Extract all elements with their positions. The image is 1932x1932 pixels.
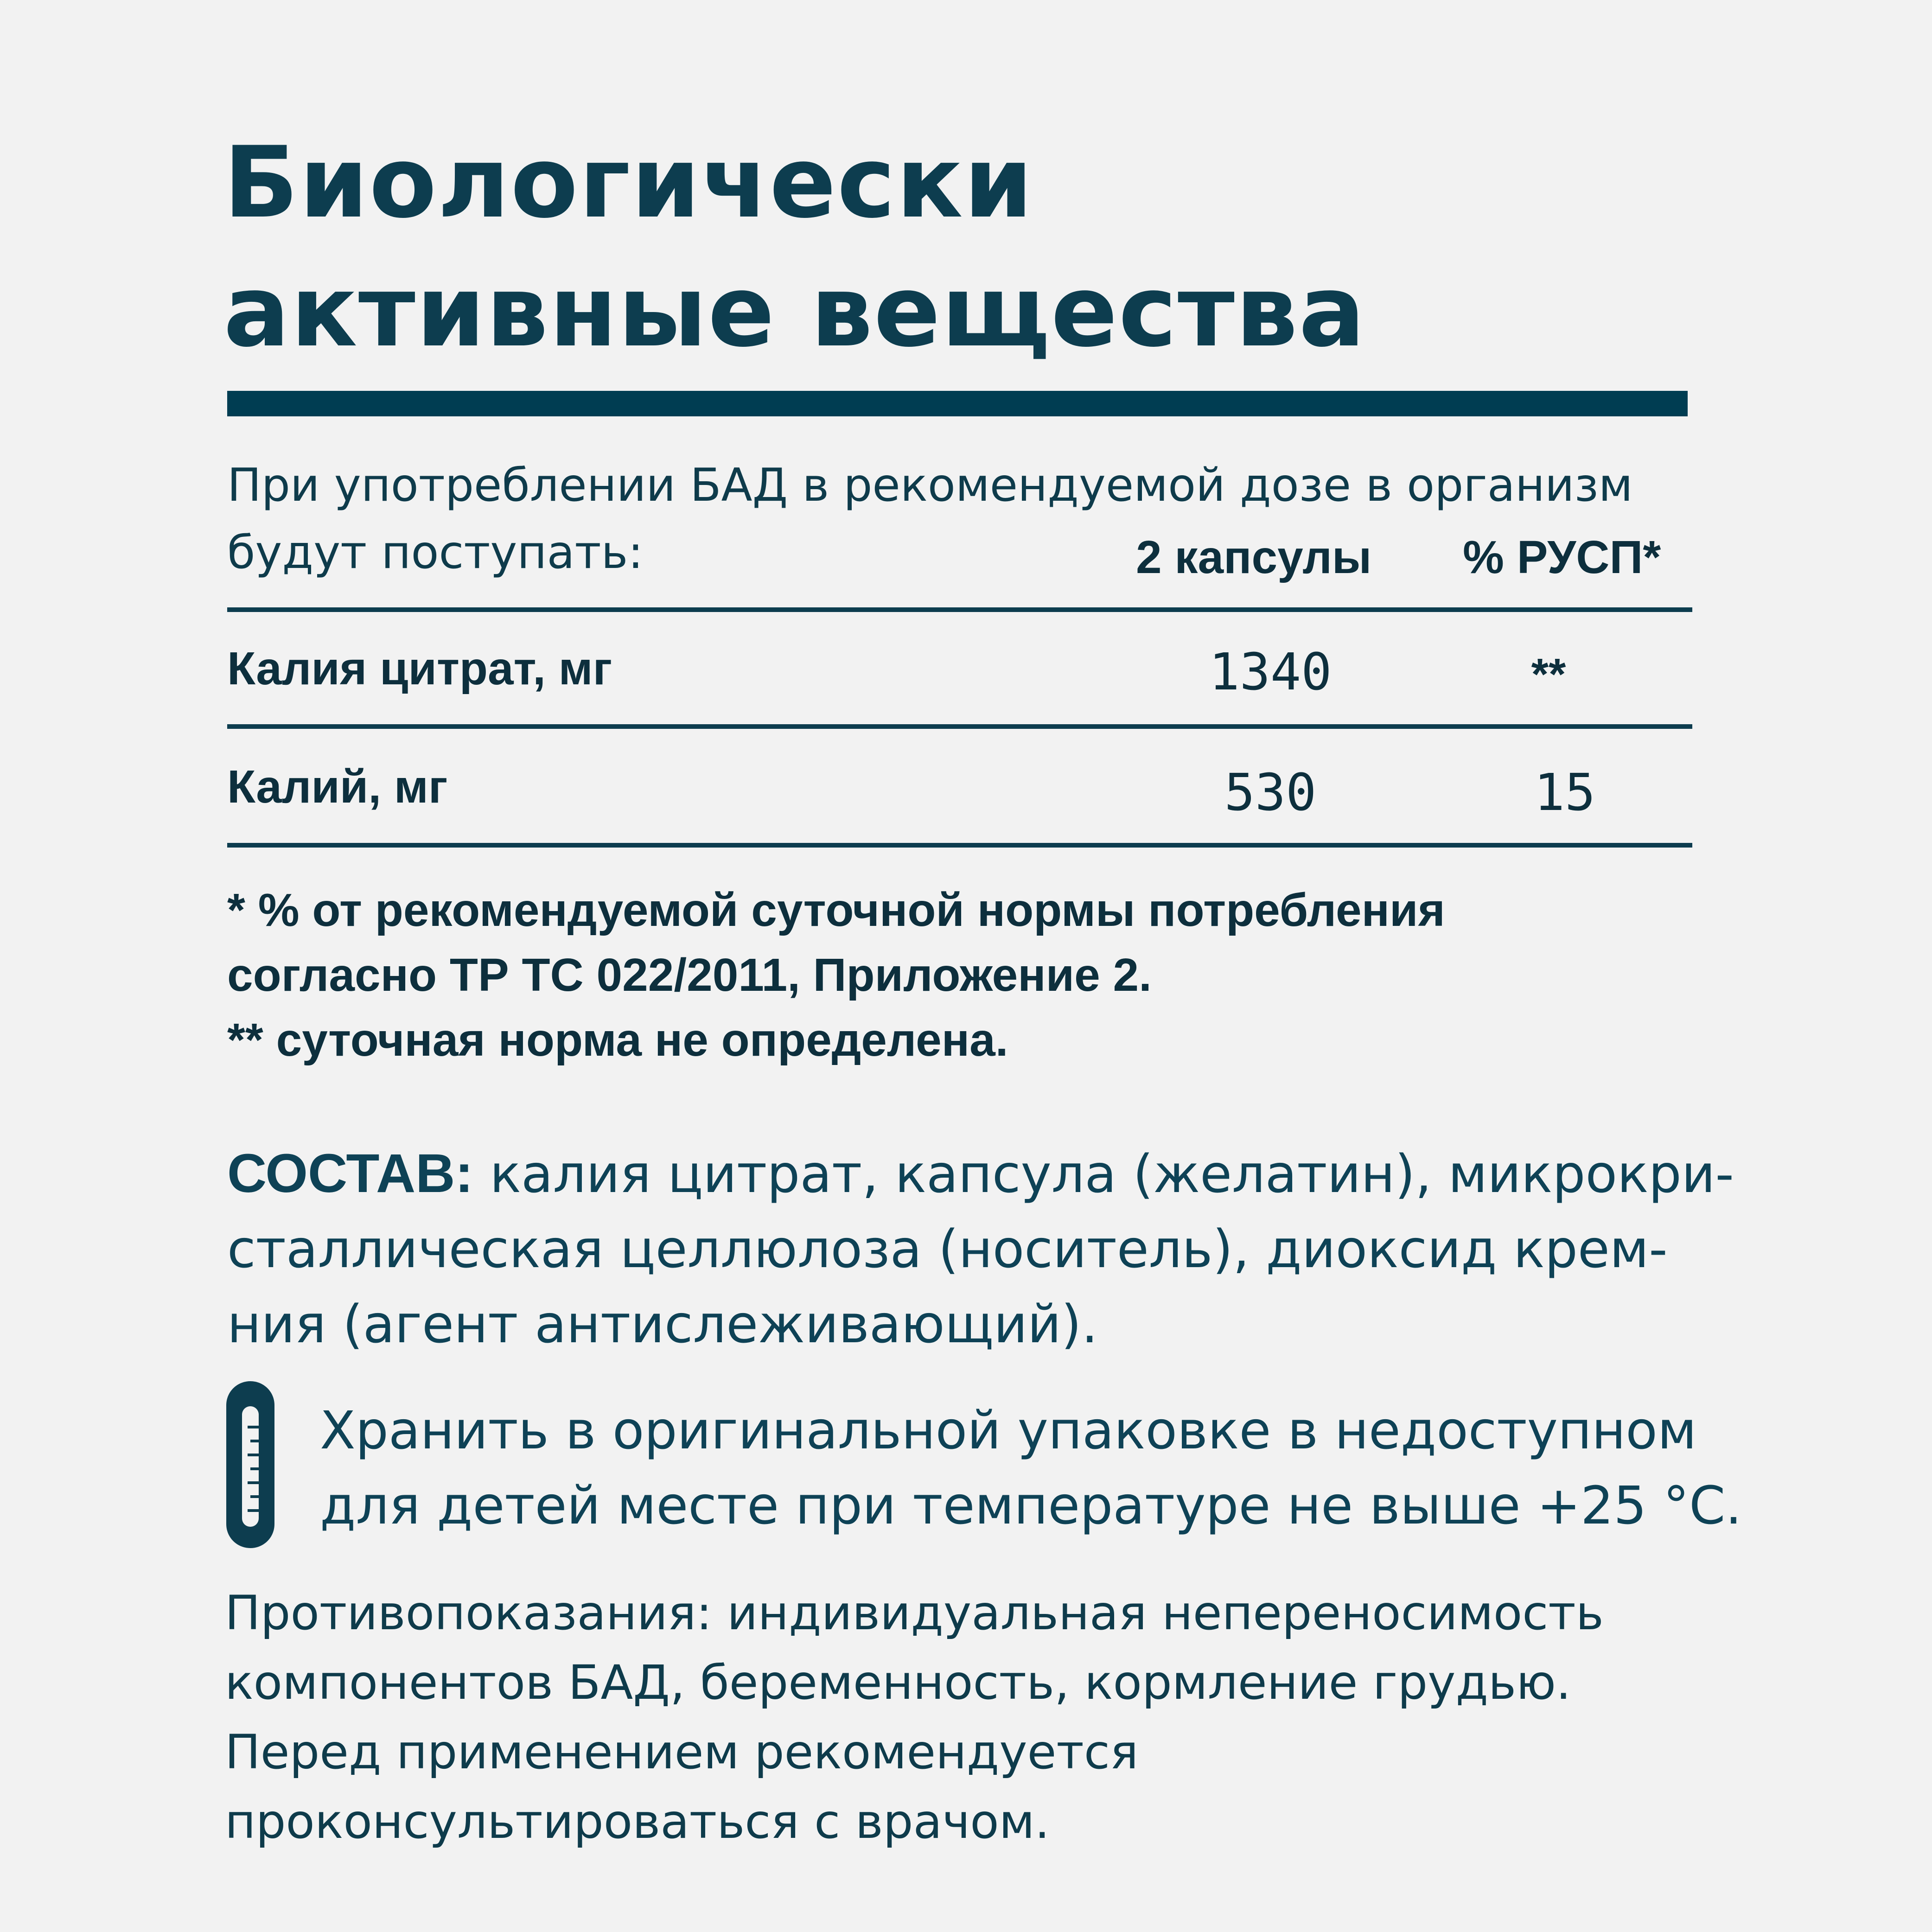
row-dose-potassium: 530 <box>1224 763 1317 822</box>
intro-line-2: будут поступать: <box>227 526 644 579</box>
composition-line-3: ния (агент антислеживающий). <box>227 1294 1098 1355</box>
composition-label: СОСТАВ: <box>227 1143 473 1204</box>
composition-line-2: сталлическая целлюлоза (носитель), диоксид крем- <box>227 1219 1668 1280</box>
table-header-divider <box>227 607 1692 612</box>
column-header-rusp: % РУСП* <box>1463 531 1661 583</box>
row-name-potassium-citrate: Калия цитрат, мг <box>227 643 612 695</box>
footnote-1-line-2: согласно ТР ТС 022/2011, Приложение 2. <box>227 949 1152 1001</box>
footnote-2: ** суточная норма не определена. <box>227 1014 1008 1066</box>
contraindications-line-2: компонентов БАД, беременность, кормление грудью. <box>225 1655 1571 1710</box>
row-dose-potassium-citrate: 1340 <box>1209 642 1332 701</box>
contraindications-line-1: Противопоказания: индивидуальная непереносимость <box>225 1586 1604 1641</box>
storage-line-2: для детей месте при температуре не выше +25 °С. <box>320 1476 1742 1536</box>
composition-line-1: калия цитрат, капсула (желатин), микрокри- <box>473 1144 1734 1205</box>
contraindications <box>225 1579 1801 1857</box>
row-rusp-potassium: 15 <box>1534 763 1596 822</box>
row-name-potassium: Калий, мг <box>227 761 448 813</box>
contraindications-line-4: проконсультироваться с врачом. <box>225 1794 1050 1849</box>
page-title <box>223 118 1366 376</box>
column-header-dose: 2 капсулы <box>1136 531 1372 583</box>
table-row-divider <box>227 724 1692 729</box>
row-rusp-potassium-citrate: ** <box>1531 650 1566 699</box>
storage-conditions <box>320 1393 1804 1543</box>
composition <box>227 1136 1734 1362</box>
intro-line-1: При употреблении БАД в рекомендуемой дозе в организм <box>227 459 1633 512</box>
storage-line-1: Хранить в оригинальной упаковке в недоступном <box>320 1401 1697 1461</box>
table-bottom-divider <box>227 843 1692 848</box>
footnotes <box>227 878 1757 1072</box>
footnote-1-line-1: * % от рекомендуемой суточной нормы потребления <box>227 884 1445 936</box>
thermometer-icon <box>223 1379 277 1550</box>
contraindications-line-3: Перед применением рекомендуется <box>225 1725 1139 1780</box>
title-line-2: активные вещества <box>223 254 1366 369</box>
title-divider <box>227 391 1688 416</box>
title-line-1: Биологически <box>223 125 1034 240</box>
